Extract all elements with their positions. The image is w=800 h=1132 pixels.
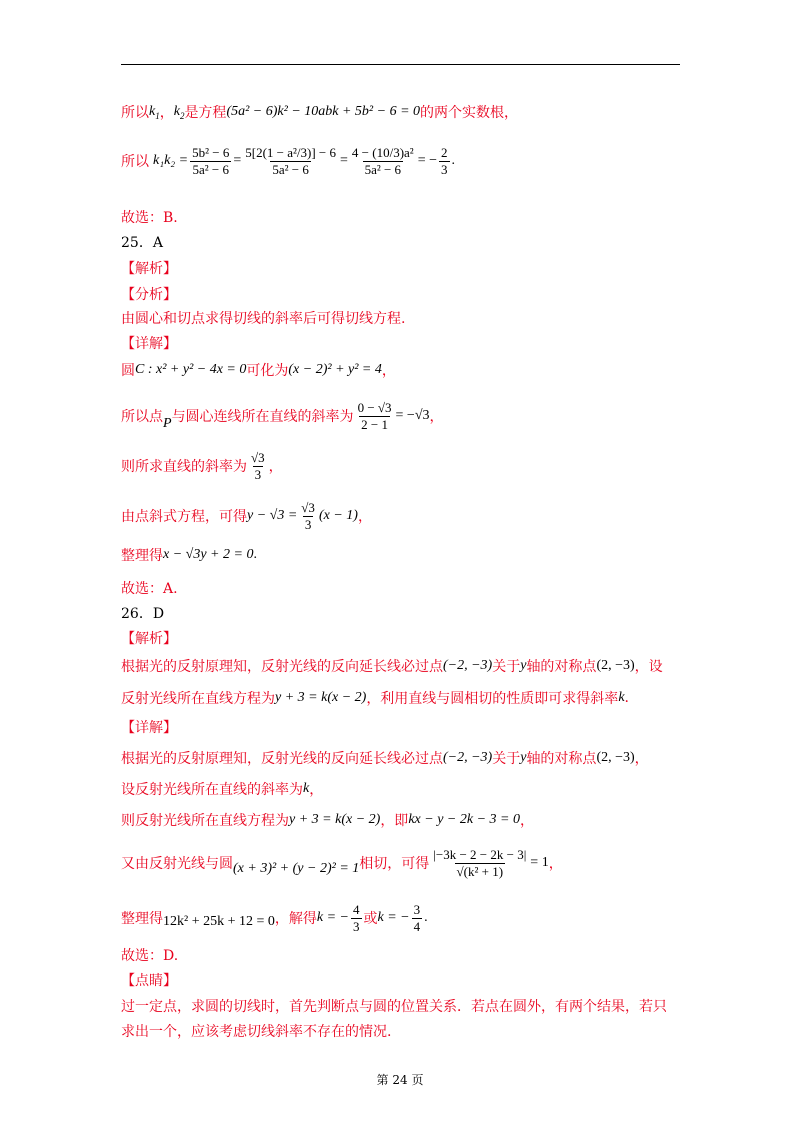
math: k — [618, 690, 625, 705]
equation: y + 3 = k(x − 2) — [289, 812, 381, 827]
math: $k_1$ — [149, 103, 160, 121]
math: = 1 — [530, 855, 549, 870]
text: 轴的对称点 — [526, 659, 597, 675]
text: 与圆心连线所在直线的斜率为 — [171, 409, 354, 425]
math: k = − — [316, 910, 349, 925]
equation: (x − 2)² + y² = 4 — [288, 362, 382, 377]
fraction: $\frac{√3}{3}$ — [301, 499, 315, 532]
math: P — [163, 416, 172, 431]
math: = −√3 — [395, 408, 430, 423]
math: = — [340, 153, 348, 168]
line-circle — [121, 360, 396, 380]
text: 轴的对称点 — [526, 751, 597, 767]
text: 所以 — [121, 105, 149, 121]
text: . — [424, 910, 428, 925]
question-26: 26．D — [121, 606, 165, 622]
text: ， — [519, 813, 534, 829]
heading-dianjing: 【点睛】 — [121, 973, 177, 989]
text: ， — [309, 782, 324, 798]
answer-d: 故选：D. — [121, 948, 179, 964]
fraction: $\frac{|-3k - 2 - 2k - 3|}{\text{√(k² + 1)}}$ — [433, 846, 527, 879]
fraction: $\frac{4}{3}$ — [353, 901, 360, 934]
line-tangent — [121, 843, 563, 883]
heading-xiangjie-2: 【详解】 — [121, 720, 177, 736]
text: 由点斜式方程，可得 — [121, 509, 247, 525]
answer-b: 故选：B. — [121, 210, 178, 226]
text: ， — [548, 856, 563, 872]
math: k = − — [377, 910, 410, 925]
math: . — [451, 153, 455, 168]
header-rule — [121, 64, 680, 65]
fraction: $\frac{\text{4 − (10/3)a²}}{\text{5a² − 6}}$ — [351, 144, 414, 177]
line-detail-3 — [121, 810, 534, 830]
line-detail-1 — [121, 748, 649, 768]
line-product — [121, 135, 455, 187]
text: 根据光的反射原理知，反射光线的反向延长线必过点 — [121, 659, 443, 675]
summary-line-2: 求出一个，应该考虑切线斜率不存在的情况. — [121, 1024, 392, 1040]
text: 或 — [363, 911, 378, 927]
text: 则反射光线所在直线方程为 — [121, 813, 289, 829]
text: ， — [634, 751, 649, 767]
text: 的两个实数根， — [420, 105, 519, 121]
text: ， — [381, 363, 396, 379]
fraction: $\frac{√3}{3}$ — [251, 449, 265, 482]
text: ，解得 — [274, 911, 317, 927]
text: 可化为 — [246, 363, 289, 379]
text: . — [624, 690, 629, 706]
text: 整理得 — [121, 548, 163, 564]
text: 圆 — [121, 363, 135, 379]
text: ， — [357, 509, 372, 525]
fraction: $\frac{0 - √3}{2 - 1}$ — [357, 399, 392, 432]
math: = − — [417, 153, 437, 168]
text: 关于 — [492, 659, 521, 675]
heading-xiangjie: 【详解】 — [121, 336, 177, 352]
text: ，即 — [380, 813, 409, 829]
line-slope-result — [121, 446, 283, 486]
math: (−2, −3) — [443, 658, 493, 673]
math: k — [303, 781, 310, 796]
text: 相切，可得 — [359, 856, 430, 872]
text: ， — [268, 459, 283, 475]
heading-jiexi: 【解析】 — [121, 261, 177, 277]
fraction: $\frac{2}{3}$ — [441, 144, 448, 177]
page-number: 第 24 页 — [376, 1073, 424, 1087]
line-tidy — [121, 545, 257, 565]
math: y — [520, 750, 527, 765]
equation: kx − y − 2k − 3 = 0 — [408, 812, 520, 827]
text: 设反射光线所在直线的斜率为 — [121, 782, 303, 798]
math: (2, −3) — [596, 750, 635, 765]
equation: x − √3y + 2 = 0 — [163, 547, 254, 562]
question-25: 25．A — [121, 235, 163, 251]
fraction: $\frac{\text{5b² − 6}}{\text{5a² − 6}}$ — [192, 144, 230, 177]
line-solve — [121, 898, 428, 938]
text: 所以点 — [121, 409, 163, 425]
equation: C : x² + y² − 4x = 0 — [135, 362, 247, 377]
text: 则所求直线的斜率为 — [121, 459, 247, 475]
equation: 12k² + 25k + 12 = 0 — [163, 914, 275, 929]
equation: (5a² − 6)k² − 10abk + 5b² − 6 = 0 — [226, 104, 421, 119]
text: ， — [159, 105, 174, 121]
text: 关于 — [492, 751, 521, 767]
line-roots — [121, 102, 518, 122]
text: 又由反射光线与圆 — [121, 856, 233, 872]
math: y − √3 = — [247, 508, 298, 523]
math: k₁k₂ = — [153, 153, 189, 168]
answer-a: 故选：A. — [121, 581, 178, 597]
text: 是方程 — [184, 105, 227, 121]
math: y — [520, 658, 527, 673]
heading-fenxi: 【分析】 — [121, 287, 177, 303]
analysis-text: 由圆心和切点求得切线的斜率后可得切线方程. — [121, 311, 406, 327]
text: ，利用直线与圆相切的性质即可求得斜率 — [366, 691, 619, 707]
math: = — [233, 153, 242, 168]
text: ，设 — [634, 659, 663, 675]
math: (−2, −3) — [443, 750, 493, 765]
line-reflection-2 — [121, 688, 629, 708]
text: 整理得 — [121, 911, 163, 927]
line-detail-2 — [121, 779, 323, 799]
line-point-slope — [121, 496, 372, 536]
line-reflection-1 — [121, 656, 663, 676]
equation: (x + 3)² + (y − 2)² = 1 — [233, 861, 360, 876]
text: . — [253, 547, 257, 562]
math: $k_2$ — [173, 103, 185, 121]
fraction: $\frac{\text{5[2(1 − a²/3)] − 6}}{\text{5a² − 6}}$ — [245, 144, 337, 177]
math: (2, −3) — [596, 658, 635, 673]
summary-line-1: 过一定点，求圆的切线时，首先判断点与圆的位置关系．若点在圆外，有两个结果，若只 — [121, 999, 667, 1015]
heading-jiexi-2: 【解析】 — [121, 631, 177, 647]
text: 根据光的反射原理知，反射光线的反向延长线必过点 — [121, 751, 443, 767]
math: (x − 1) — [318, 508, 358, 523]
text: 所以 — [121, 154, 149, 170]
fraction: $\frac{3}{4}$ — [413, 901, 421, 934]
line-slope-p — [121, 396, 444, 436]
text: 反射光线所在直线方程为 — [121, 691, 275, 707]
equation: y + 3 = k(x − 2) — [275, 690, 367, 705]
text: ， — [429, 409, 444, 425]
